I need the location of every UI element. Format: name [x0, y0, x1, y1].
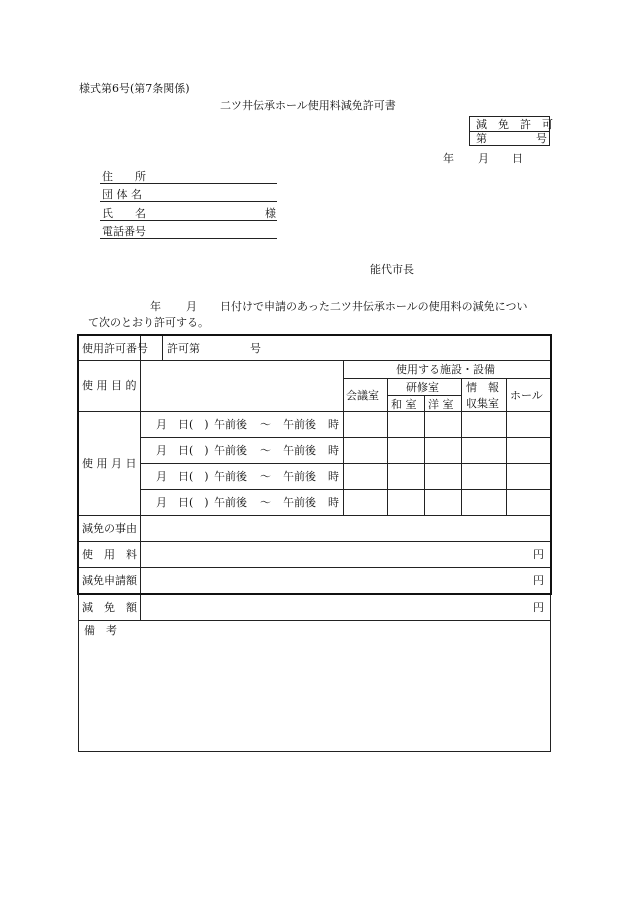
- address-label: 住 所: [102, 170, 146, 183]
- exempt-label: 減 免 額: [82, 601, 137, 614]
- exempt-yen: 円: [533, 601, 544, 614]
- washitsu-label: 和 室: [391, 398, 417, 411]
- permit-number-box: [469, 116, 553, 146]
- date-day: 日: [512, 152, 523, 165]
- form-number: 様式第6号(第7条関係): [79, 82, 190, 95]
- body-text-line2: て次のとおり許可する。: [88, 316, 209, 329]
- group-label: 団 体 名: [102, 188, 142, 201]
- document-title: 二ツ井伝承ホール使用料減免許可書: [220, 99, 396, 112]
- kenshushitsu-label: 研修室: [406, 381, 439, 394]
- permit-no-label: 使用許可番号: [82, 342, 148, 355]
- kaigishitsu-label: 会議室: [346, 389, 379, 402]
- date-month: 月: [478, 152, 489, 165]
- remarks-label: 備 考: [84, 624, 117, 637]
- hall-label: ホール: [510, 389, 543, 402]
- purpose-label: 使 用 目 的: [82, 379, 137, 392]
- permit-box-dai: 第: [476, 132, 487, 145]
- date-year: 年: [443, 152, 454, 165]
- permit-box-go: 号: [536, 132, 547, 145]
- request-yen: 円: [533, 574, 544, 587]
- joho-label-1: 情 報: [466, 381, 499, 394]
- name-label: 氏 名: [102, 207, 146, 220]
- reason-label: 減免の事由: [82, 522, 137, 535]
- issuer: 能代市長: [370, 263, 414, 276]
- body-month: 月: [186, 300, 197, 313]
- permit-no-suffix: 号: [250, 342, 261, 355]
- body-year: 年: [150, 300, 161, 313]
- permit-no-prefix: 許可第: [167, 342, 200, 355]
- yoshitsu-label: 洋 室: [428, 398, 454, 411]
- joho-label-2: 収集室: [466, 397, 499, 410]
- phone-label: 電話番号: [102, 225, 146, 238]
- date-label: 使 用 月 日: [82, 457, 137, 470]
- facilities-label: 使用する施設・設備: [396, 363, 495, 376]
- fee-label: 使 用 料: [82, 548, 137, 561]
- request-label: 減免申請額: [82, 574, 137, 587]
- fee-yen: 円: [533, 548, 544, 561]
- permit-box-title: 減 免 許 可: [476, 118, 553, 131]
- body-text-line1: 日付けで申請のあった二ツ井伝承ホールの使用料の減免につい: [220, 300, 528, 313]
- honorific: 様: [265, 207, 276, 220]
